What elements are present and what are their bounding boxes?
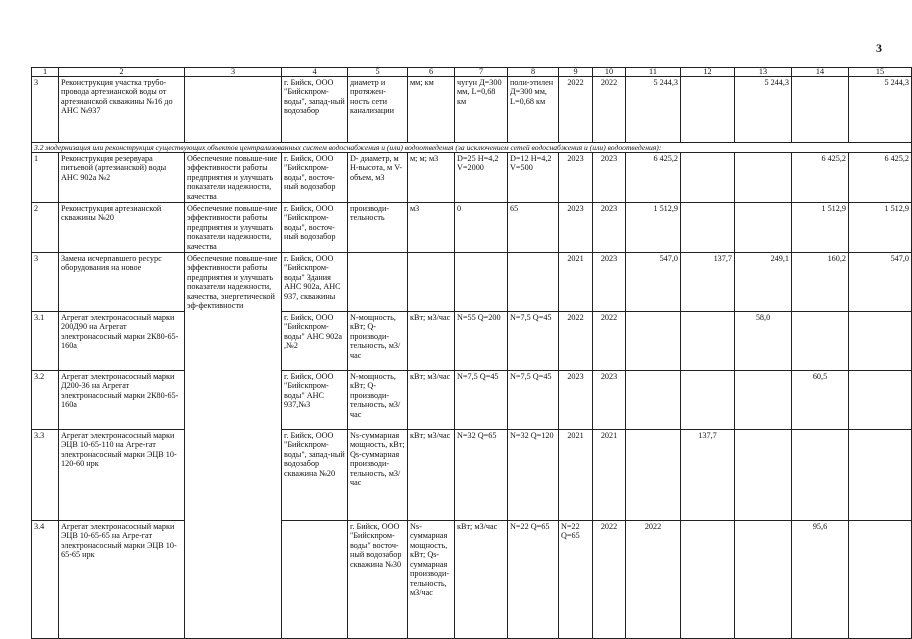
cell-year-start: 2023 bbox=[559, 203, 593, 253]
cell-year-start: 2022 bbox=[559, 77, 593, 143]
cell-unit: мм; км bbox=[408, 77, 455, 143]
cell-total bbox=[626, 430, 681, 521]
cell-after: N=7,5 Q=45 bbox=[508, 312, 559, 371]
cell-name: Агрегат электронасосный марки ЭЦВ 10-65-65 на Агре-гат электронасосный марки ЭЦВ 10-65-65 нрк bbox=[59, 521, 185, 639]
cell-before: 0 bbox=[455, 203, 508, 253]
cell-total: 1 512,9 bbox=[626, 203, 681, 253]
cell-2021 bbox=[681, 77, 735, 143]
cell-after: N=22 Q=65 bbox=[559, 521, 593, 639]
cell-year-end: 2023 bbox=[593, 253, 626, 312]
cell-year-start: 2023 bbox=[559, 153, 593, 203]
cell-before bbox=[455, 253, 508, 312]
cell-2021 bbox=[681, 371, 735, 430]
cell-2022 bbox=[735, 203, 792, 253]
col-header: 9 bbox=[559, 68, 593, 77]
cell-parameter: производи-тельность bbox=[348, 203, 408, 253]
cell-after: поли-этилен Д=300 мм, L=0,68 км bbox=[508, 77, 559, 143]
col-header: 4 bbox=[282, 68, 348, 77]
cell-num: 3.4 bbox=[32, 521, 59, 639]
cell-2023 bbox=[792, 430, 849, 521]
cell-2021: 137,7 bbox=[681, 253, 735, 312]
cell-total bbox=[626, 312, 681, 371]
cell-parameter: диаметр и протяжен-ность сети канализации bbox=[348, 77, 408, 143]
cell-before: чугун Д=300 мм, L=0,68 км bbox=[455, 77, 508, 143]
cell-sum: 547,0 bbox=[849, 253, 912, 312]
cell-unit: кВт; м3/час bbox=[408, 371, 455, 430]
section-row bbox=[32, 143, 912, 153]
cell-2022 bbox=[735, 153, 792, 203]
col-header: 7 bbox=[455, 68, 508, 77]
cell-name: Реконструкция артезианской скважины №20 bbox=[59, 203, 185, 253]
cell-unit: м; м; м3 bbox=[408, 153, 455, 203]
cell-2023 bbox=[792, 77, 849, 143]
cell-after: N=7,5 Q=45 bbox=[508, 371, 559, 430]
table-row bbox=[32, 77, 912, 143]
cell-goal-empty bbox=[282, 521, 348, 639]
cell-2022: 249,1 bbox=[735, 253, 792, 312]
cell-2023 bbox=[792, 312, 849, 371]
col-header: 3 bbox=[185, 68, 282, 77]
cell-before: D=25 H=4,2 V=2000 bbox=[455, 153, 508, 203]
cell-location: г. Бийск, ООО "Бийскпром-воды", запад-ный водозабор скважина №20 bbox=[282, 430, 348, 521]
cell-total: 547,0 bbox=[626, 253, 681, 312]
cell-goal: Обеспечение повыше-ние эффективности работы предприятия и улучшать показатели надежности, качества bbox=[185, 153, 282, 203]
cell-unit: кВт; м3/час bbox=[408, 430, 455, 521]
table-row bbox=[32, 312, 912, 371]
cell-goal: Обеспечение повыше-ние эффективности работы предприятия и улучшать показатели надежности, качества bbox=[185, 203, 282, 253]
cell-2022 bbox=[735, 371, 792, 430]
cell-goal: Обеспечение повыше-ние эффективности работы предприятия и улучшать показатели надежности, качества, энергетической эф-фективности bbox=[185, 253, 282, 639]
col-header: 13 bbox=[735, 68, 792, 77]
cell-2021 bbox=[735, 521, 792, 639]
cell-name: Агрегат электронасосный марки 200Д90 на Агрегат электронасосный марки 2К80-65-160а bbox=[59, 312, 185, 371]
cell-location: г. Бийск, ООО "Бийскпром-воды" АНС 937,№3 bbox=[282, 371, 348, 430]
cell-location: г. Бийск, ООО "Бийскпром-воды", запад-ный водозабор bbox=[282, 77, 348, 143]
cell-2021 bbox=[681, 153, 735, 203]
cell-name: Реконструкция резервуара питьевой (артезианской) воды АНС 902а №2 bbox=[59, 153, 185, 203]
col-header: 1 bbox=[32, 68, 59, 77]
cell-sum: 5 244,3 bbox=[849, 77, 912, 143]
col-header: 10 bbox=[593, 68, 626, 77]
cell-location: г. Бийск, ООО "Бийскпром-воды" Здания АНС 902а, АНС 937, скважины bbox=[282, 253, 348, 312]
cell-sum bbox=[849, 430, 912, 521]
cell-2022 bbox=[735, 430, 792, 521]
cell-num: 3 bbox=[32, 77, 59, 143]
table-row bbox=[32, 430, 912, 521]
cell-year-end: 2021 bbox=[593, 430, 626, 521]
cell-year-end: 2022 bbox=[626, 521, 681, 639]
cell-total: 5 244,3 bbox=[626, 77, 681, 143]
cell-2022: 95,6 bbox=[792, 521, 849, 639]
cell-2021 bbox=[681, 312, 735, 371]
cell-name: Агрегат электронасосный марки Д200-36 на Агрегат электронасосный марки 2К80-65-160а bbox=[59, 371, 185, 430]
cell-total: 6 425,2 bbox=[626, 153, 681, 203]
cell-parameter bbox=[348, 253, 408, 312]
cell-2023: 1 512,9 bbox=[792, 203, 849, 253]
cell-after: 65 bbox=[508, 203, 559, 253]
cell-parameter: Ns-суммарная мощность, кВт; Qs-суммарная производи-тельность, м3/час bbox=[348, 430, 408, 521]
cell-2022: 58,0 bbox=[735, 312, 792, 371]
column-number-header bbox=[32, 68, 912, 77]
cell-total bbox=[681, 521, 735, 639]
cell-2022: 5 244,3 bbox=[735, 77, 792, 143]
cell-2023: 160,2 bbox=[792, 253, 849, 312]
table-row bbox=[32, 521, 912, 639]
cell-sum: 1 512,9 bbox=[849, 203, 912, 253]
table-row bbox=[32, 371, 912, 430]
cell-sum: 6 425,2 bbox=[849, 153, 912, 203]
cell-total bbox=[626, 371, 681, 430]
cell-num: 3.1 bbox=[32, 312, 59, 371]
col-header: 5 bbox=[348, 68, 408, 77]
cell-parameter: N-мощность, кВт; Q-производи-тельность, м3/час bbox=[348, 371, 408, 430]
cell-year-start: 2021 bbox=[559, 253, 593, 312]
cell-year-end: 2022 bbox=[593, 77, 626, 143]
table-row bbox=[32, 253, 912, 312]
cell-before: N=32 Q=65 bbox=[455, 430, 508, 521]
cell-year-end: 2022 bbox=[593, 312, 626, 371]
cell-year-end: 2023 bbox=[593, 153, 626, 203]
cell-year-start: 2021 bbox=[559, 430, 593, 521]
col-header: 14 bbox=[792, 68, 849, 77]
cell-after bbox=[508, 253, 559, 312]
cell-num: 1 bbox=[32, 153, 59, 203]
investment-program-table bbox=[31, 67, 912, 639]
cell-unit: кВт; м3/час bbox=[408, 312, 455, 371]
cell-unit: кВт; м3/час bbox=[455, 521, 508, 639]
col-header: 6 bbox=[408, 68, 455, 77]
cell-location: г. Бийск, ООО "Бийскпром-воды", восточ-ный водозабор bbox=[282, 203, 348, 253]
cell-num: 3.2 bbox=[32, 371, 59, 430]
cell-year-start: 2023 bbox=[559, 371, 593, 430]
cell-before: N=22 Q=65 bbox=[508, 521, 559, 639]
table-row bbox=[32, 153, 912, 203]
cell-2023 bbox=[849, 521, 912, 639]
cell-num: 3 bbox=[32, 253, 59, 312]
cell-name: Реконструкция участка трубо-провода артезианской воды от артезианской скважины №16 до АНС №937 bbox=[59, 77, 185, 143]
cell-goal bbox=[185, 77, 282, 143]
section-title: 3.2 модернизация или реконструкция существующих объектов централизованных систем водоснабжения и (или) водоотведения (за исключением сетей водоснабжения и (или) водоотведения): bbox=[32, 143, 912, 153]
cell-before: N=55 Q=200 bbox=[455, 312, 508, 371]
cell-name: Агрегат электронасосный марки ЭЦВ 10-65-110 на Агре-гат электронасосный марки ЭЦВ 10-120-60 нрк bbox=[59, 430, 185, 521]
page-number: 3 bbox=[876, 41, 882, 55]
cell-num: 2 bbox=[32, 203, 59, 253]
cell-sum bbox=[849, 312, 912, 371]
cell-year-end: 2023 bbox=[593, 203, 626, 253]
cell-2023: 6 425,2 bbox=[792, 153, 849, 203]
table-row bbox=[32, 203, 912, 253]
cell-before: N=7,5 Q=45 bbox=[455, 371, 508, 430]
cell-after: N=32 Q=120 bbox=[508, 430, 559, 521]
col-header: 15 bbox=[849, 68, 912, 77]
cell-year-start: 2022 bbox=[593, 521, 626, 639]
cell-year-start: 2022 bbox=[559, 312, 593, 371]
cell-after: D=12 H=4,2 V=500 bbox=[508, 153, 559, 203]
cell-2021 bbox=[681, 203, 735, 253]
cell-location: г. Бийск, ООО "Бийскпром-воды" восточ-ный водозабор скважина №30 bbox=[348, 521, 408, 639]
col-header: 2 bbox=[59, 68, 185, 77]
cell-unit bbox=[408, 253, 455, 312]
cell-unit: м3 bbox=[408, 203, 455, 253]
cell-num: 3.3 bbox=[32, 430, 59, 521]
cell-2023: 60,5 bbox=[792, 371, 849, 430]
cell-parameter: N-мощность, кВт; Q-производи-тельность, м3/час bbox=[348, 312, 408, 371]
cell-location: г. Бийск, ООО "Бийскпром-воды" АНС 902а ,№2 bbox=[282, 312, 348, 371]
cell-2021: 137,7 bbox=[681, 430, 735, 521]
cell-sum bbox=[849, 371, 912, 430]
cell-year-end: 2023 bbox=[593, 371, 626, 430]
col-header: 12 bbox=[681, 68, 735, 77]
col-header: 11 bbox=[626, 68, 681, 77]
cell-parameter: Ns-суммарная мощность, кВт; Qs-суммарная производи-тельность, м3/час bbox=[408, 521, 455, 639]
cell-name: Замена исчерпавшего ресурс оборудования на новое bbox=[59, 253, 185, 312]
col-header: 8 bbox=[508, 68, 559, 77]
cell-parameter: D- диаметр, м H-высота, м V-объем, м3 bbox=[348, 153, 408, 203]
cell-location: г. Бийск, ООО "Бийскпром-воды", восточ-ный водозабор bbox=[282, 153, 348, 203]
